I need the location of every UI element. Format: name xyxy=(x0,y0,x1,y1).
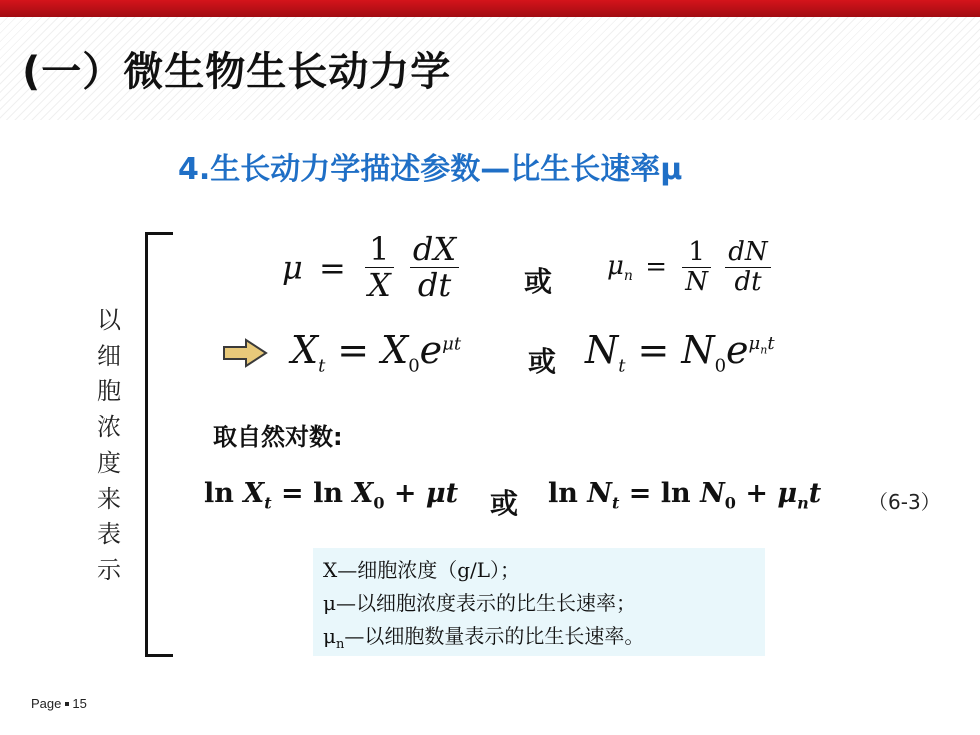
right-arrow-icon xyxy=(222,338,268,368)
equation-ln-xt: $\ln X_t = \ln X_0 + \mu t$ xyxy=(204,478,459,513)
equation-ln-nt: $\ln N_t = \ln N_0 + \mu_nt$ xyxy=(548,478,822,513)
legend-mun-text: —以细胞数量表示的比生长速率。 xyxy=(344,624,645,648)
legend-line-x: X—细胞浓度（g/L）； xyxy=(323,558,521,582)
or-word-2: 或 xyxy=(528,345,557,378)
legend-line-mun xyxy=(323,620,755,661)
equation-number: （6-3） xyxy=(868,490,941,514)
page-number: 15 xyxy=(72,696,87,711)
or-word-3: 或 xyxy=(490,487,519,520)
take-log-label: 取自然对数: xyxy=(213,423,343,451)
legend-mun-subscript: n xyxy=(336,637,345,652)
slide-subtitle: 4.生长动力学描述参数—比生长速率μ xyxy=(178,152,683,187)
left-bracket xyxy=(145,232,173,657)
equation-mu-definition: μ = $\frac{1}{X}$ $\frac{dX}{dt}$ xyxy=(282,232,462,303)
or-word-1: 或 xyxy=(524,265,553,298)
equation-mun-definition: $\mu_n$ = $\frac{1}{N}$ $\frac{dN}{dt}$ xyxy=(607,238,774,296)
bullet-dot-icon xyxy=(65,702,69,706)
page-footer xyxy=(31,696,87,711)
top-accent-bar xyxy=(0,0,980,17)
equation-xt-exponential: $X_t = X_0e^{\mu t}$ xyxy=(291,328,462,377)
vertical-label: 以 细 胞 浓 度 来 表 示 xyxy=(97,306,121,584)
legend-line-mu: μ—以细胞浓度表示的比生长速率； xyxy=(323,591,636,615)
symbol-legend-box xyxy=(313,548,765,656)
page-label: Page xyxy=(31,696,62,711)
slide-title: (一）微生物生长动力学 xyxy=(22,49,452,95)
legend-mun-symbol: μ xyxy=(323,624,336,648)
equation-nt-exponential: $N_t = N_0e^{\mu_nt}$ xyxy=(585,328,775,377)
